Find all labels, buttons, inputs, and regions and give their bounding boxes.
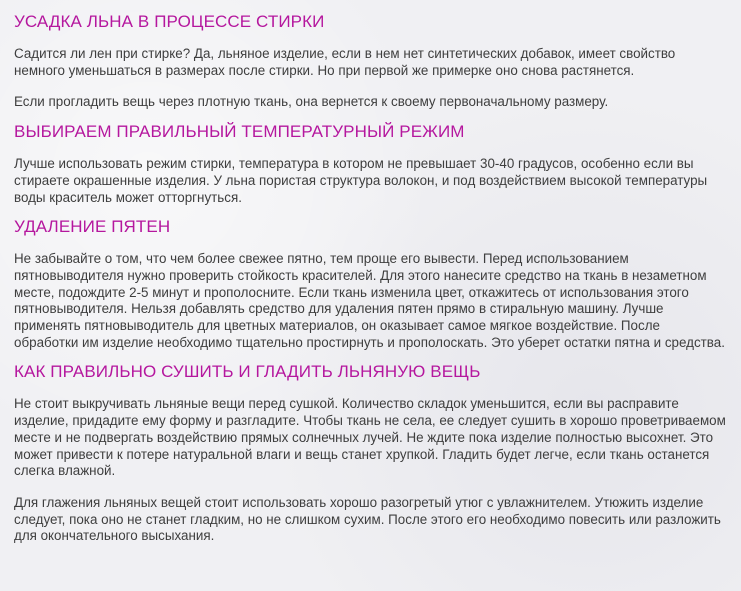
section-heading-shrinkage: УСАДКА ЛЬНА В ПРОЦЕССЕ СТИРКИ xyxy=(14,12,325,31)
paragraph-shrinkage-1: Садится ли лен при стирке? Да, льняное изделие, если в нем нет синтетических добавок, имеет свойство немного уменьшаться в размерах после стирки. Но при первой же примерке оно снова растянется. xyxy=(14,46,676,78)
paragraph-stains: Не забывайте о том, что чем более свежее пятно, тем проще его вывести. Перед использованием пятновыводителя нужно проверить стойкость красителей. Для этого нанесите средство на ткань в незаметном месте, подождите 2-5 минут и прополосните. Если ткань изменила цвет, откажитесь от использования этого пятновыводителя. Нельзя добавлять средство для удаления пятен прямо в стиральную машину. Лучше применять пятновыводитель для цветных материалов, он оказывает самое мягкое воздействие. После обработки им изделие необходимо тщательно простирнуть и прополоскать. Это уберет остатки пятна и средства. xyxy=(14,251,725,350)
paragraph-ironing: Для глажения льняных вещей стоит использовать хорошо разогретый утюг с увлажнителем. Утюжить изделие следует, пока оно не станет гладким, но не слишком сухим. После этого его необходимо повесить или разложить для окончательного высыхания. xyxy=(14,494,721,544)
paragraph-shrinkage-2: Если прогладить вещь через плотную ткань, она вернется к своему первоначальному размеру. xyxy=(14,94,609,110)
section-heading-stains: УДАЛЕНИЕ ПЯТЕН xyxy=(14,217,171,237)
section-heading-temperature: ВЫБИРАЕМ ПРАВИЛЬНЫЙ ТЕМПЕРАТУРНЫЙ РЕЖИМ xyxy=(14,122,465,142)
section-heading-drying-ironing: КАК ПРАВИЛЬНО СУШИТЬ И ГЛАДИТЬ ЛЬНЯНУЮ ВЕЩЬ xyxy=(14,362,481,382)
paragraph-temperature: Лучше использовать режим стирки, температура в котором не превышает 30-40 градусов, особенно если вы стираете окрашенные изделия. У льна пористая структура волокон, и под воздействием высокой температуры воды краситель может отторгнуться. xyxy=(14,156,708,205)
paragraph-drying: Не стоит выкручивать льняные вещи перед сушкой. Количество складок уменьшится, если вы расправите изделие, придадите ему форму и разгладите. Чтобы ткань не села, ее следует сушить в хорошо проветриваемом месте и не подвергать воздействию прямых солнечных лучей. Не ждите пока изделие полностью высохнет. Это может привести к потере натуральной влаги и вещь станет хрупкой. Гладить будет легче, если ткань останется слегка влажной. xyxy=(14,396,726,479)
